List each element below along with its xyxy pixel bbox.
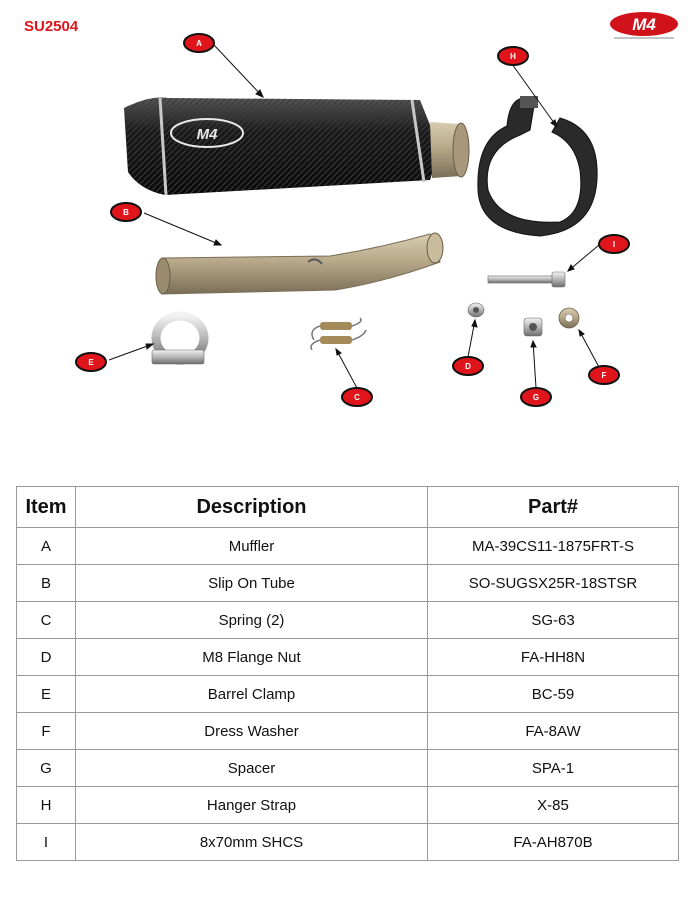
description-cell: Barrel Clamp bbox=[76, 676, 428, 713]
item-cell: F bbox=[17, 713, 76, 750]
springs-part bbox=[311, 318, 366, 350]
item-cell: C bbox=[17, 602, 76, 639]
slip-on-tube-part bbox=[156, 233, 443, 294]
description-cell: Spacer bbox=[76, 750, 428, 787]
hanger-strap-part bbox=[478, 96, 597, 236]
description-cell: Hanger Strap bbox=[76, 787, 428, 824]
table-row bbox=[17, 565, 679, 602]
callout-f bbox=[589, 366, 619, 384]
description-cell: Slip On Tube bbox=[76, 565, 428, 602]
callout-d bbox=[453, 357, 483, 375]
description-cell: Muffler bbox=[76, 528, 428, 565]
svg-text:I: I bbox=[612, 240, 616, 249]
item-cell: I bbox=[17, 824, 76, 861]
header-description: Description bbox=[76, 487, 428, 528]
svg-text:M4: M4 bbox=[632, 15, 656, 34]
callout-g bbox=[521, 388, 551, 406]
part-number-cell: SO-SUGSX25R-18STSR bbox=[428, 565, 679, 602]
item-cell: A bbox=[17, 528, 76, 565]
part-number-cell: FA-8AW bbox=[428, 713, 679, 750]
svg-text:B: B bbox=[123, 208, 129, 217]
table-row bbox=[17, 676, 679, 713]
part-number-cell: X-85 bbox=[428, 787, 679, 824]
spacer-part bbox=[524, 318, 542, 336]
callout-a bbox=[184, 34, 214, 52]
callout-c bbox=[342, 388, 372, 406]
svg-text:A: A bbox=[196, 39, 202, 48]
item-cell: E bbox=[17, 676, 76, 713]
description-cell: 8x70mm SHCS bbox=[76, 824, 428, 861]
svg-text:F: F bbox=[601, 371, 607, 380]
callout-h bbox=[498, 47, 528, 65]
callout-b bbox=[111, 203, 141, 221]
muffler-part bbox=[124, 97, 469, 195]
item-cell: D bbox=[17, 639, 76, 676]
item-cell: H bbox=[17, 787, 76, 824]
header-part-number: Part# bbox=[428, 487, 679, 528]
description-cell: M8 Flange Nut bbox=[76, 639, 428, 676]
dress-washer-part bbox=[559, 308, 579, 328]
table-header-row bbox=[17, 487, 679, 528]
table-row bbox=[17, 824, 679, 861]
callout-i bbox=[599, 235, 629, 253]
table-row bbox=[17, 787, 679, 824]
bolt-part bbox=[488, 272, 565, 287]
description-cell: Spring (2) bbox=[76, 602, 428, 639]
table-row bbox=[17, 528, 679, 565]
table-row bbox=[17, 602, 679, 639]
svg-text:H: H bbox=[510, 52, 516, 61]
svg-text:D: D bbox=[465, 362, 471, 371]
description-cell: Dress Washer bbox=[76, 713, 428, 750]
header-item: Item bbox=[17, 487, 76, 528]
callout-e bbox=[76, 353, 106, 371]
flange-nut-part bbox=[468, 303, 484, 317]
svg-text:G: G bbox=[532, 393, 540, 402]
barrel-clamp-part bbox=[152, 316, 204, 364]
part-number-cell: MA-39CS11-1875FRT-S bbox=[428, 528, 679, 565]
part-number-cell: SG-63 bbox=[428, 602, 679, 639]
table-row bbox=[17, 713, 679, 750]
table-row bbox=[17, 639, 679, 676]
part-number-cell: FA-AH870B bbox=[428, 824, 679, 861]
part-number-cell: SPA-1 bbox=[428, 750, 679, 787]
part-number-cell: FA-HH8N bbox=[428, 639, 679, 676]
document-code: SU2504 bbox=[24, 18, 79, 35]
svg-text:C: C bbox=[354, 393, 360, 402]
svg-text:M4: M4 bbox=[196, 126, 218, 143]
item-cell: G bbox=[17, 750, 76, 787]
item-cell: B bbox=[17, 565, 76, 602]
part-number-cell: BC-59 bbox=[428, 676, 679, 713]
table-row bbox=[17, 750, 679, 787]
svg-text:E: E bbox=[88, 358, 94, 367]
parts-table bbox=[16, 486, 679, 861]
